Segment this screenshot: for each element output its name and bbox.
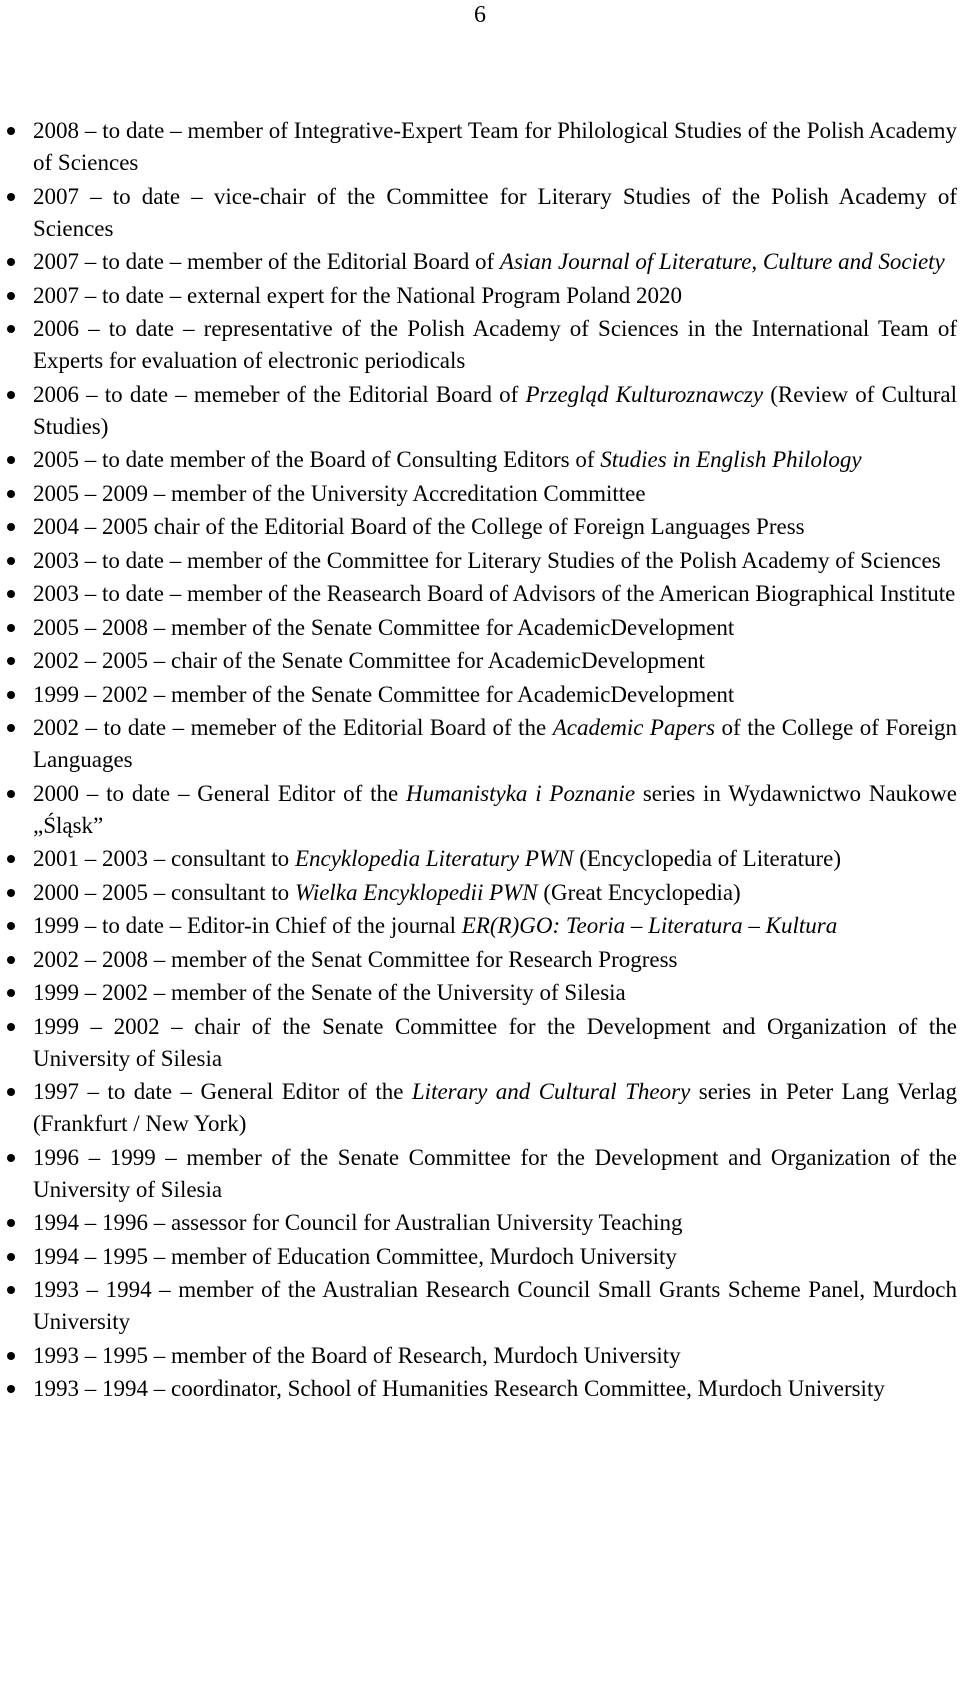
list-item [33, 910, 957, 942]
list-item [33, 1340, 957, 1372]
entry-text: 2007 – to date – member of the Editorial Board of [33, 249, 500, 274]
entry-text: 2006 – to date – memeber of the Editorial Board of [33, 381, 526, 407]
entry-text: 1999 – 2002 – member of the Senate Committee for AcademicDevelopment [33, 681, 735, 707]
list-item [33, 578, 957, 610]
activity-list [33, 115, 957, 1407]
entry-text-tail: series in Peter Lang Verlag (Frankfurt / New York) [33, 1079, 957, 1136]
entry-title: ER(R)GO: Teoria – Literatura – Kultura [461, 913, 838, 938]
list-item [33, 511, 957, 543]
list-item [33, 1076, 957, 1140]
list-item [33, 545, 957, 577]
list-item [33, 379, 957, 443]
entry-title: Humanistyka i Poznanie [406, 780, 636, 806]
entry-text: 2002 – 2008 – member of the Senat Committee for Research Progress [33, 946, 678, 972]
list-item [33, 115, 957, 179]
entry-text: 1994 – 1996 – assessor for Council for Australian University Teaching [33, 1210, 683, 1235]
entry-text: 2002 – to date – memeber of the Editorial Board of the [33, 715, 553, 740]
entry-text: 1999 – 2002 – member of the Senate of the University of Silesia [33, 980, 626, 1005]
list-item [33, 612, 957, 644]
list-item [33, 877, 957, 909]
list-item [33, 1274, 957, 1338]
list-item [33, 1142, 957, 1206]
list-item [33, 181, 957, 245]
list-item [33, 778, 957, 842]
entry-text: 2003 – to date – member of the Reasearch Board of Advisors of the American Biographical Institute [33, 581, 956, 606]
entry-text: 2006 – to date – representative of the Polish Academy of Sciences in the International Team of Experts for evaluation of electronic periodicals [33, 316, 957, 373]
entry-title: Studies in English Philology [600, 447, 862, 472]
entry-text: 1993 – 1995 – member of the Board of Research, Murdoch University [33, 1342, 681, 1368]
list-item [33, 1241, 957, 1273]
entry-text: 2001 – 2003 – consultant to [33, 846, 295, 871]
entry-text-tail: of the College of Foreign Languages [33, 715, 957, 772]
entry-text: 1993 – 1994 – coordinator, School of Humanities Research Committee, Murdoch University [33, 1376, 885, 1401]
list-item [33, 843, 957, 875]
entry-text-tail: (Great Encyclopedia) [537, 879, 741, 905]
entry-text: 2008 – to date – member of Integrative-Expert Team for Philological Studies of the Polish Academy of Sciences [33, 118, 957, 175]
entry-title: Academic Papers [552, 715, 716, 740]
list-item [33, 1207, 957, 1239]
entry-text: 2005 – to date member of the Board of Consulting Editors of [33, 447, 601, 472]
entry-text: 2003 – to date – member of the Committee for Literary Studies of the Polish Academy of Sciences [33, 547, 941, 573]
entry-text: 2007 – to date – external expert for the National Program Poland 2020 [33, 282, 682, 308]
list-item [33, 1373, 957, 1405]
page-number: 6 [474, 2, 486, 28]
list-item [33, 444, 957, 476]
list-item [33, 944, 957, 976]
list-item [33, 679, 957, 711]
entry-text: 1999 – to date – Editor-in Chief of the journal [33, 913, 462, 938]
list-item [33, 645, 957, 677]
entry-text: 1994 – 1995 – member of Education Committee, Murdoch University [33, 1243, 677, 1269]
list-item [33, 977, 957, 1009]
entry-text: 2004 – 2005 chair of the Editorial Board of the College of Foreign Languages Press [33, 514, 805, 539]
list-item [33, 712, 957, 776]
list-item [33, 1011, 957, 1075]
entry-title: Asian Journal of Literature, Culture and Society [499, 249, 945, 274]
entry-text: 2005 – 2008 – member of the Senate Committee for AcademicDevelopment [33, 614, 735, 640]
entry-text: 2000 – to date – General Editor of the [33, 780, 407, 806]
entry-text: 2005 – 2009 – member of the University Accreditation Committee [33, 480, 646, 506]
list-item [33, 313, 957, 377]
entry-title: Literary and Cultural Theory [411, 1079, 691, 1104]
entry-text-tail: (Encyclopedia of Literature) [573, 846, 841, 871]
entry-title: Przegląd Kulturoznawczy [525, 381, 764, 407]
entry-text-tail: series in Wydawnictwo Naukowe „Śląsk” [33, 780, 958, 838]
list-item [33, 478, 957, 510]
entry-text: 2002 – 2005 – chair of the Senate Committee for AcademicDevelopment [33, 648, 705, 673]
entry-text: 1999 – 2002 – chair of the Senate Committee for the Development and Organization of the University of Silesia [33, 1013, 957, 1071]
entry-text: 1996 – 1999 – member of the Senate Committee for the Development and Organization of the University of Silesia [33, 1144, 957, 1202]
list-item [33, 280, 957, 312]
entry-title: Encyklopedia Literatury PWN [294, 846, 574, 871]
list-item [33, 246, 957, 278]
entry-text-tail: (Review of Cultural Studies) [33, 381, 957, 439]
entry-text: 2000 – 2005 – consultant to [33, 879, 295, 905]
entry-text: 1993 – 1994 – member of the Australian Research Council Small Grants Scheme Panel, Murdoch University [33, 1277, 957, 1334]
entry-title: Wielka Encyklopedii PWN [294, 879, 538, 905]
entry-text: 2007 – to date – vice-chair of the Committee for Literary Studies of the Polish Academy of Sciences [33, 183, 957, 241]
entry-text: 1997 – to date – General Editor of the [33, 1079, 412, 1104]
